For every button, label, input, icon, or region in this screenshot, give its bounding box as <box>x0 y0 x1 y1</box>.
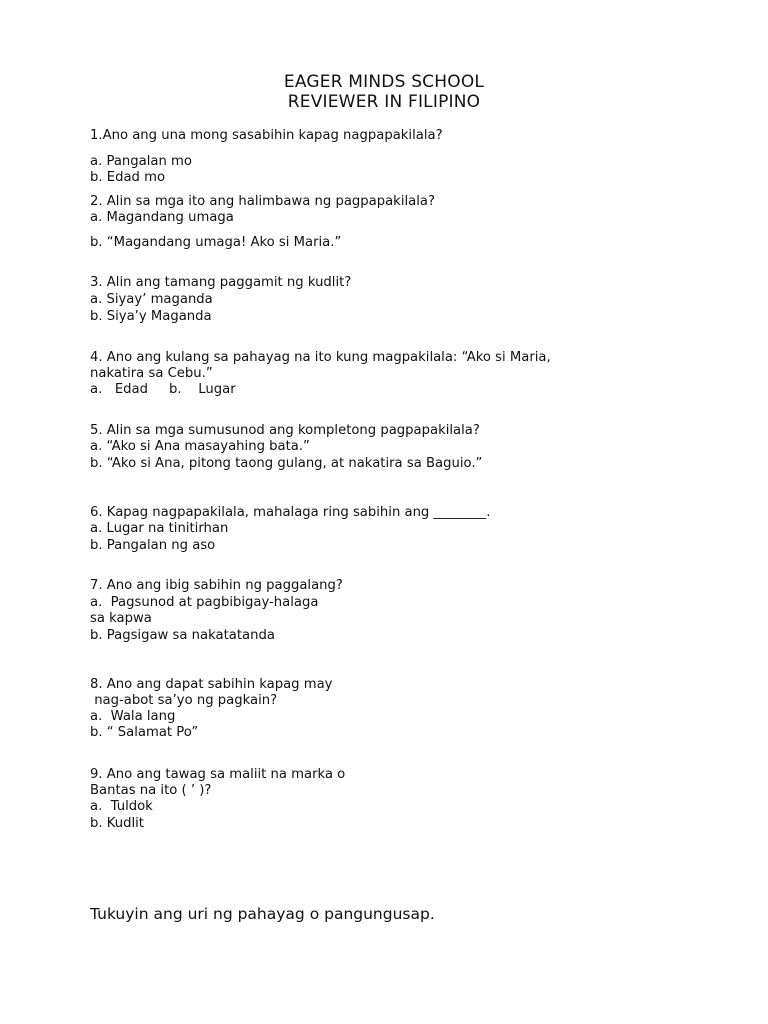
question-7-choice-a: a. Pagsunod at pagbibigay-halaga <box>90 595 319 610</box>
question-9-text-line-1: 9. Ano ang tawag sa maliit na marka o <box>90 767 346 782</box>
question-8-text-line-2: nag-abot sa’yo ng pagkain? <box>90 693 278 708</box>
question-9-text-line-2: Bantas na ito ( ’ )? <box>90 783 212 798</box>
question-6-choice-a: a. Lugar na tinitirhan <box>90 521 229 536</box>
question-5-choice-b: b. “Ako si Ana, pitong taong gulang, at nakatira sa Baguio.” <box>90 456 483 471</box>
question-7-text: 7. Ano ang ibig sabihin ng paggalang? <box>90 578 343 593</box>
question-7-choice-a-continued: sa kapwa <box>90 611 152 626</box>
question-6-text: 6. Kapag nagpapakilala, mahalaga ring sabihin ang ________. <box>90 505 491 520</box>
question-9-choice-a: a. Tuldok <box>90 799 153 814</box>
question-5-text: 5. Alin sa mga sumusunod ang kompletong pagpapakilala? <box>90 423 480 438</box>
question-3-choice-a: a. Siyay’ maganda <box>90 292 213 307</box>
question-5-choice-a: a. “Ako si Ana masayahing bata.” <box>90 439 310 454</box>
question-2-choice-b: b. “Magandang umaga! Ako si Maria.” <box>90 235 342 250</box>
question-2-choice-a: a. Magandang umaga <box>90 210 234 225</box>
question-9-choice-b: b. Kudlit <box>90 816 144 831</box>
question-7-choice-b: b. Pagsigaw sa nakatatanda <box>90 628 275 643</box>
question-2-text: 2. Alin sa mga ito ang halimbawa ng pagpapakilala? <box>90 194 435 209</box>
question-1-choice-a: a. Pangalan mo <box>90 154 192 169</box>
section-instruction: Tukuyin ang uri ng pahayag o pangungusap. <box>90 905 435 923</box>
question-6-choice-b: b. Pangalan ng aso <box>90 538 216 553</box>
question-3-choice-b: b. Siya’y Maganda <box>90 309 212 324</box>
school-name: EAGER MINDS SCHOOL <box>283 72 485 92</box>
reviewer-title: REVIEWER IN FILIPINO <box>287 92 481 112</box>
question-1-text: 1.Ano ang una mong sasabihin kapag nagpapakilala? <box>90 128 443 143</box>
question-8-choice-b: b. “ Salamat Po” <box>90 725 199 740</box>
question-3-text: 3. Alin ang tamang paggamit ng kudlit? <box>90 275 352 290</box>
question-8-text-line-1: 8. Ano ang dapat sabihin kapag may <box>90 677 333 692</box>
question-4-choices: a. Edad b. Lugar <box>90 382 236 397</box>
question-4-text-line-2: nakatira sa Cebu.” <box>90 366 213 381</box>
question-8-choice-a: a. Wala lang <box>90 709 176 724</box>
question-4-text-line-1: 4. Ano ang kulang sa pahayag na ito kung magpakilala: “Ako si Maria, <box>90 350 551 365</box>
question-1-choice-b: b. Edad mo <box>90 170 166 185</box>
